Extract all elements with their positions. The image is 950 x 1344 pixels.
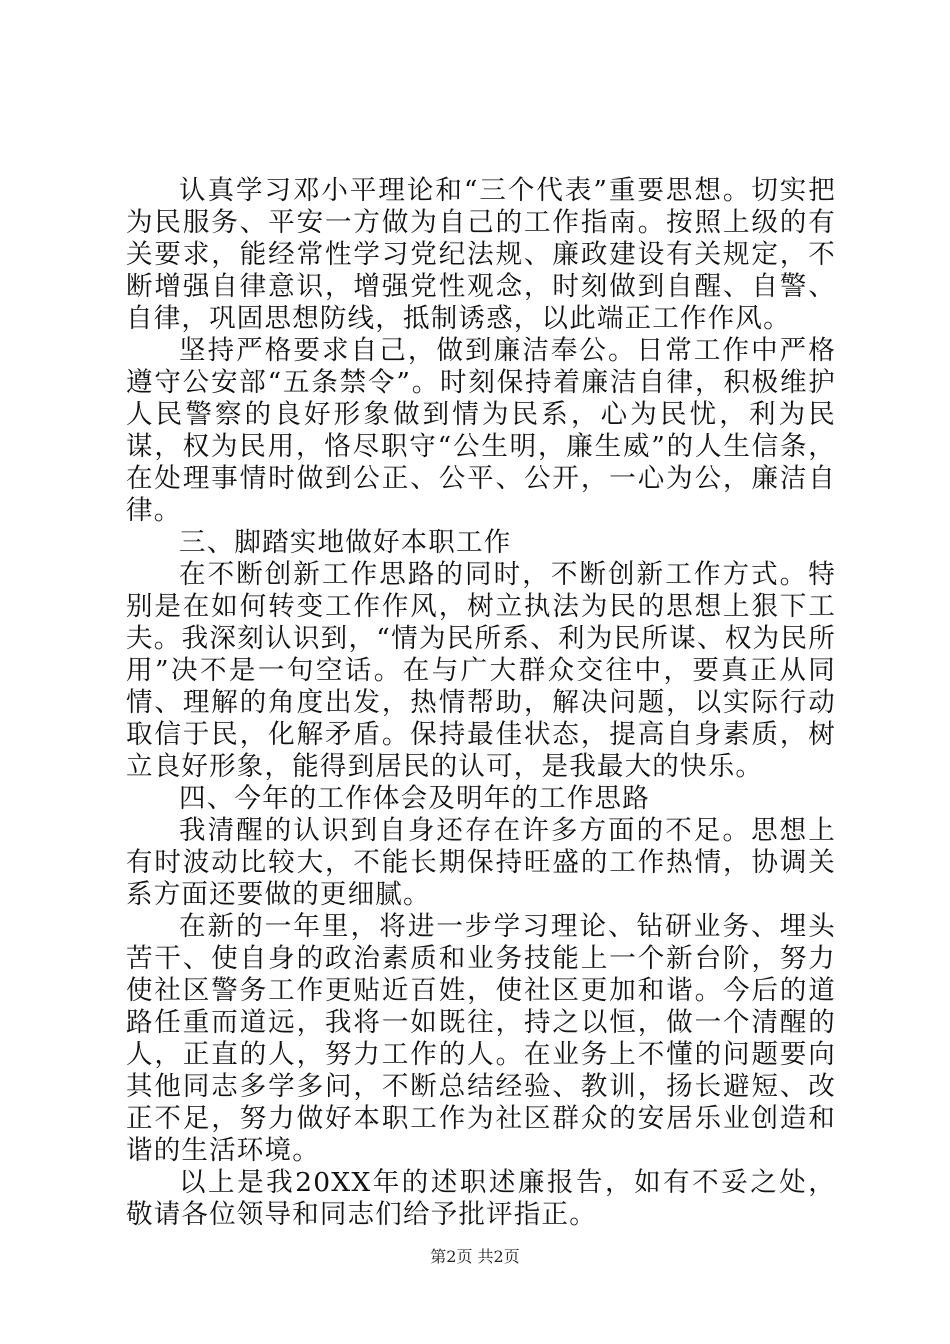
- paragraph-work-innovation: 在不断创新工作思路的同时，不断创新工作方式。特别是在如何转变工作作风，树立执法为民的思想上狠下工夫。我深刻认识到，“情为民所系、利为民所谋、权为民所用”决不是一句空话。在与广大群众交往中，要真正从同情、理解的角度出发，热情帮助，解决问题，以实际行动取信于民，化解矛盾。保持最佳状态，提高自身素质，树立良好形象，能得到居民的认可，是我最大的快乐。: [126, 559, 836, 782]
- section-heading-3: 三、脚踏实地做好本职工作: [179, 527, 512, 558]
- paragraph-self-study: 认真学习邓小平理论和“三个代表”重要思想。切实把为民服务、平安一方做为自己的工作指南。按照上级的有关要求，能经常性学习党纪法规、廉政建设有关规定，不断增强自律意识，增强党性观念，时刻做到自醒、自警、自律，巩固思想防线，抵制诱惑，以此端正工作作风。: [126, 175, 836, 334]
- paragraph-closing: 以上是我20XX年的述职述廉报告，如有不妥之处，敬请各位领导和同志们给予批评指正。: [126, 1167, 836, 1230]
- document-body: [126, 175, 836, 1231]
- paragraph-shortcomings: 我清醒的认识到自身还存在许多方面的不足。思想上有时波动比较大，不能长期保持旺盛的工作热情，协调关系方面还要做的更细腻。: [126, 815, 836, 910]
- page-number-footer: 第2页 共2页: [430, 1247, 520, 1266]
- paragraph-integrity: 坚持严格要求自己，做到廉洁奉公。日常工作中严格遵守公安部“五条禁令”。时刻保持着廉洁自律，积极维护人民警察的良好形象做到情为民系，心为民忧，利为民谋，权为民用，恪尽职守“公生明，廉生威”的人生信条，在处理事情时做到公正、公平、公开，一心为公，廉洁自律。: [126, 335, 836, 526]
- paragraph-next-year-plan: 在新的一年里，将进一步学习理论、钻研业务、埋头苦干、使自身的政治素质和业务技能上一个新台阶，努力使社区警务工作更贴近百姓，使社区更加和谐。今后的道路任重而道远，我将一如既往，持之以恒，做一个清醒的人，正直的人，努力工作的人。在业务上不懂的问题要向其他同志多学多问，不断总结经验、教训，扬长避短、改正不足，努力做好本职工作为社区群众的安居乐业创造和谐的生活环境。: [126, 911, 836, 1166]
- section-heading-4: 四、今年的工作体会及明年的工作思路: [179, 783, 650, 814]
